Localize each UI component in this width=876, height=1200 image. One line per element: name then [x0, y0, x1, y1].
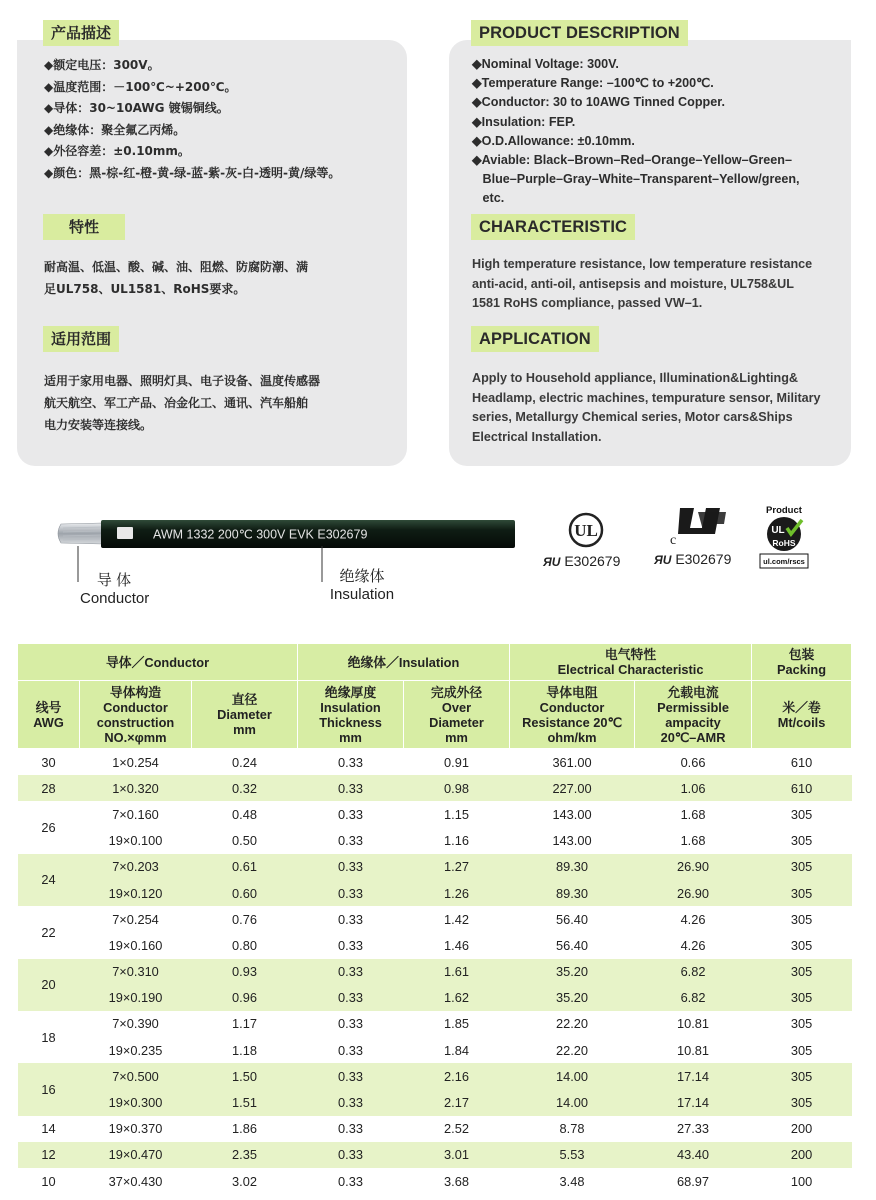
svg-text:ul.com/rscs: ul.com/rscs	[763, 557, 805, 566]
cell-ampacity: 17.14	[635, 1063, 752, 1089]
cell-packing: 305	[752, 854, 852, 880]
cell-diameter: 0.93	[192, 959, 298, 985]
col-header-insulation-thickness-line: Thickness	[319, 714, 382, 730]
description-line: ◆Aviable: Black–Brown–Red–Orange–Yellow–Green–	[472, 153, 792, 168]
col-header-construction-line: 导体构造	[109, 684, 162, 700]
col-header-over-diameter-line: mm	[445, 729, 468, 745]
conductor-label	[80, 572, 160, 608]
cell-resistance: 14.00	[510, 1089, 635, 1115]
cell-ampacity: 6.82	[635, 959, 752, 985]
cell-over-diameter: 0.91	[444, 754, 469, 770]
cell-over-diameter: 0.98	[404, 775, 510, 801]
section-title-characteristic-en: CHARACTERISTIC	[471, 214, 635, 240]
table-row	[18, 854, 852, 880]
cell-awg: 28	[18, 775, 80, 801]
cell-insulation-thickness: 0.33	[338, 937, 363, 953]
cell-insulation-thickness: 0.33	[338, 833, 363, 849]
cell-over-diameter: 1.16	[444, 833, 469, 849]
cell-resistance: 22.20	[556, 1042, 589, 1058]
col-header-awg-line: 线号	[35, 699, 62, 715]
cell-ampacity: 1.68	[680, 833, 706, 849]
table-row	[18, 985, 852, 1011]
col-header-packing-line: Mt/coils	[777, 714, 826, 730]
ul-file-number-1	[543, 553, 620, 569]
cell-over-diameter: 1.26	[404, 880, 510, 906]
cell-diameter: 1.17	[232, 1016, 257, 1032]
description-line: ◆Temperature Range: –100℃ to +200℃.	[472, 76, 714, 91]
cell-awg: 18	[41, 1029, 56, 1045]
cell-ampacity: 17.14	[635, 1089, 752, 1115]
table-row	[18, 1011, 852, 1037]
col-header-construction-line: Conductor	[103, 699, 168, 715]
table-row	[18, 1089, 852, 1115]
col-header-over-diameter-line: Over	[441, 699, 472, 715]
cell-over-diameter: 1.85	[444, 1016, 469, 1032]
cell-ampacity: 0.66	[680, 754, 706, 770]
cell-awg: 24	[18, 854, 80, 906]
col-header-insulation-thickness	[298, 681, 404, 749]
table-row	[18, 1037, 852, 1063]
ul-file-number-text: E302679	[564, 553, 621, 569]
cell-packing: 305	[790, 806, 813, 822]
application-text-en	[472, 369, 821, 447]
col-header-ampacity-line: 允载电流	[667, 684, 719, 700]
cell-over-diameter: 3.01	[404, 1142, 510, 1168]
cell-diameter: 1.51	[192, 1089, 298, 1115]
characteristic-line: anti-acid, anti-oil, antisepsis and moisture, UL758&UL	[472, 276, 794, 291]
cell-insulation-thickness: 0.33	[338, 911, 363, 927]
cell-insulation-thickness: 0.33	[298, 775, 404, 801]
ul-recognized-icon: ЯU	[654, 553, 672, 567]
col-header-resistance-line: Conductor	[539, 699, 605, 715]
section-title-application-cn: 适用范围	[43, 326, 119, 352]
conductor-label-en: Conductor	[80, 590, 150, 607]
ul-file-number-text: E302679	[675, 551, 732, 567]
cell-awg: 12	[18, 1142, 80, 1168]
ul-rohs-icon	[756, 502, 812, 574]
cell-ampacity: 1.06	[635, 775, 752, 801]
c-ur-icon	[668, 506, 730, 546]
cell-over-diameter: 1.15	[444, 806, 469, 822]
section-title-characteristic-cn: 特性	[43, 214, 125, 240]
table-row	[18, 749, 852, 776]
ul-listed-icon	[566, 512, 606, 548]
group-header-packing-en: Packing	[776, 662, 827, 677]
cell-awg: 22	[41, 924, 56, 940]
cell-construction: 19×0.100	[108, 833, 163, 849]
cell-diameter: 0.24	[232, 754, 257, 770]
cell-ampacity: 68.97	[677, 1173, 710, 1189]
cell-ampacity: 4.26	[680, 911, 706, 927]
cell-packing: 305	[752, 1063, 852, 1089]
col-header-construction	[80, 681, 192, 749]
description-line: ◆颜色：黑-棕-红-橙-黄-绿-蓝-紫-灰-白-透明-黄/绿等。	[44, 165, 341, 180]
description-line: ◆绝缘体：聚全氟乙丙烯。	[44, 122, 186, 137]
cell-diameter: 0.80	[232, 937, 257, 953]
cell-over-diameter: 3.68	[444, 1173, 469, 1189]
col-header-ampacity-line: 20℃–AMR	[660, 729, 726, 745]
cell-resistance: 5.53	[510, 1142, 635, 1168]
group-header-electrical-cn: 电气特性	[604, 647, 657, 662]
description-line: ◆O.D.Allowance: ±0.10mm.	[472, 133, 635, 148]
application-line: Apply to Household appliance, Illumination&Lighting&	[472, 371, 799, 385]
cell-resistance: 14.00	[510, 1063, 635, 1089]
cable-illustration	[55, 519, 515, 549]
specification-table	[17, 643, 852, 1194]
cell-ampacity: 10.81	[677, 1016, 710, 1032]
cell-insulation-thickness: 0.33	[298, 1063, 404, 1089]
cell-diameter: 2.35	[192, 1142, 298, 1168]
characteristic-text-en	[472, 255, 812, 314]
cell-insulation-thickness: 0.33	[298, 985, 404, 1011]
cell-insulation-thickness: 0.33	[338, 754, 363, 770]
cell-construction: 19×0.300	[80, 1089, 192, 1115]
table-row	[18, 775, 852, 801]
cell-insulation-thickness: 0.33	[338, 1042, 363, 1058]
cell-awg: 20	[18, 959, 80, 1011]
cell-resistance: 227.00	[510, 775, 635, 801]
table-row	[18, 1168, 852, 1194]
ul-recognized-icon: ЯU	[543, 555, 561, 569]
col-header-resistance	[510, 681, 635, 749]
col-header-construction-line: NO.×φmm	[104, 729, 167, 745]
group-header-electrical	[510, 644, 752, 681]
cell-construction: 7×0.203	[80, 854, 192, 880]
cell-insulation-thickness: 0.33	[338, 1173, 363, 1189]
col-header-insulation-thickness-line: mm	[339, 729, 362, 745]
cell-resistance: 89.30	[510, 854, 635, 880]
section-title-application-en: APPLICATION	[471, 326, 599, 352]
conductor-strands	[58, 523, 103, 544]
cable-print-text: AWM 1332 200℃ 300V EVK E302679	[153, 527, 368, 542]
table-row	[18, 959, 852, 985]
cell-over-diameter: 1.42	[444, 911, 469, 927]
svg-text:UL: UL	[574, 521, 598, 540]
col-header-resistance-line: ohm/km	[547, 729, 597, 745]
cell-insulation-thickness: 0.33	[338, 1121, 363, 1137]
cell-resistance: 56.40	[556, 937, 589, 953]
col-header-diameter	[192, 681, 298, 749]
description-line: ◆额定电压：300V。	[44, 58, 160, 72]
description-line: ◆Insulation: FEP.	[472, 114, 576, 129]
group-header-electrical-en: Electrical Characteristic	[557, 662, 704, 677]
cell-diameter: 1.50	[192, 1063, 298, 1089]
cell-awg: 16	[18, 1063, 80, 1115]
insulation-label-en: Insulation	[329, 586, 395, 603]
description-line: Blue–Purple–Gray–White–Transparent–Yellow/green,	[472, 172, 800, 187]
col-header-ampacity-line: ampacity	[665, 714, 721, 730]
table-row	[18, 801, 852, 827]
description-line: ◆外径容差：±0.10mm。	[44, 144, 190, 158]
table-row	[18, 906, 852, 932]
cell-packing: 305	[752, 985, 852, 1011]
cell-resistance: 35.20	[510, 959, 635, 985]
section-title-description-en: PRODUCT DESCRIPTION	[471, 20, 688, 46]
application-line: Electrical Installation.	[472, 429, 602, 444]
cell-packing: 305	[790, 937, 813, 953]
cell-over-diameter: 1.62	[404, 985, 510, 1011]
cell-packing: 305	[790, 833, 813, 849]
description-line: ◆温度范围：－100℃~+200℃。	[44, 79, 237, 94]
cell-diameter: 0.96	[192, 985, 298, 1011]
cell-construction: 7×0.310	[80, 959, 192, 985]
col-header-diameter-line: Diameter	[217, 707, 272, 722]
characteristic-text-cn	[44, 256, 308, 300]
cell-packing: 100	[790, 1173, 813, 1189]
group-header-packing	[752, 644, 852, 681]
characteristic-line: 耐高温、低温、酸、碱、油、阻燃、防腐防潮、满	[44, 260, 309, 274]
ul-file-number-2	[654, 551, 731, 567]
description-list-en	[472, 55, 800, 209]
cell-construction: 19×0.120	[80, 880, 192, 906]
table-row	[18, 828, 852, 854]
cell-awg: 14	[41, 1121, 56, 1137]
insulation-label	[322, 568, 402, 604]
cell-diameter: 0.60	[192, 880, 298, 906]
cell-over-diameter: 2.52	[444, 1121, 469, 1137]
cell-packing: 305	[790, 1042, 813, 1058]
cell-packing: 610	[790, 754, 813, 770]
cell-over-diameter: 1.27	[404, 854, 510, 880]
svg-text:Product: Product	[766, 505, 802, 516]
conductor-label-cn: 导 体	[96, 572, 132, 589]
cell-resistance: 143.00	[552, 833, 592, 849]
cell-packing: 305	[752, 880, 852, 906]
cell-over-diameter: 2.16	[404, 1063, 510, 1089]
cell-over-diameter: 1.61	[404, 959, 510, 985]
description-line: ◆Nominal Voltage: 300V.	[472, 57, 619, 71]
cell-ampacity: 26.90	[635, 880, 752, 906]
cell-resistance: 8.78	[559, 1121, 585, 1137]
application-line: Headlamp, electric machines, tempurature sensor, Military	[472, 390, 821, 405]
cell-diameter: 1.86	[232, 1121, 257, 1137]
application-line: 航天航空、军工产品、冶金化工、通讯、汽车船舶	[44, 396, 309, 410]
col-header-insulation-thickness-line: Insulation	[320, 699, 381, 715]
cell-over-diameter: 1.46	[444, 937, 469, 953]
cell-awg: 10	[41, 1173, 56, 1189]
cell-awg: 26	[41, 820, 56, 836]
cell-diameter: 1.18	[232, 1042, 257, 1058]
cell-construction: 19×0.370	[108, 1121, 163, 1137]
cell-construction: 7×0.390	[112, 1016, 159, 1032]
cell-insulation-thickness: 0.33	[298, 1142, 404, 1168]
cell-insulation-thickness: 0.33	[338, 806, 363, 822]
cell-insulation-thickness: 0.33	[298, 854, 404, 880]
cell-construction: 7×0.500	[80, 1063, 192, 1089]
cell-over-diameter: 2.17	[404, 1089, 510, 1115]
cell-resistance: 361.00	[552, 754, 592, 770]
cell-resistance: 22.20	[556, 1016, 589, 1032]
cell-packing: 305	[790, 911, 813, 927]
cell-awg: 30	[41, 754, 56, 770]
cell-ampacity: 10.81	[677, 1042, 710, 1058]
cell-resistance: 3.48	[559, 1173, 585, 1189]
col-header-diameter-line: 直径	[231, 692, 258, 707]
cell-ampacity: 6.82	[635, 985, 752, 1011]
description-line: ◆Conductor: 30 to 10AWG Tinned Copper.	[472, 95, 725, 110]
table-row	[18, 1142, 852, 1168]
table-row	[18, 932, 852, 958]
cell-resistance: 56.40	[556, 911, 589, 927]
table-row	[18, 1063, 852, 1089]
cell-insulation-thickness: 0.33	[338, 1016, 363, 1032]
insulation-label-cn: 绝缘体	[339, 568, 385, 585]
cell-construction: 19×0.160	[108, 937, 163, 953]
cell-diameter: 0.48	[232, 806, 257, 822]
description-line: etc.	[472, 191, 505, 206]
col-header-resistance-line: 导体电阻	[546, 684, 598, 700]
cell-insulation-thickness: 0.33	[298, 1089, 404, 1115]
cell-insulation-thickness: 0.33	[298, 880, 404, 906]
cell-diameter: 0.76	[232, 911, 257, 927]
col-header-construction-line: construction	[96, 714, 175, 730]
cell-ampacity: 1.68	[680, 806, 706, 822]
application-line: series, Metallurgy Chemical series, Motor cars&Ships	[472, 410, 793, 424]
cell-packing: 610	[752, 775, 852, 801]
cell-construction: 19×0.190	[80, 985, 192, 1011]
cell-resistance: 143.00	[552, 806, 592, 822]
cell-construction: 19×0.470	[80, 1142, 192, 1168]
col-header-packing	[752, 681, 852, 749]
col-header-over-diameter-line: 完成外径	[430, 684, 483, 700]
application-line: 电力安装等连接线。	[44, 418, 153, 432]
group-header-packing-cn: 包装	[788, 647, 815, 662]
cell-resistance: 35.20	[510, 985, 635, 1011]
col-header-over-diameter	[404, 681, 510, 749]
col-header-awg-line: AWG	[33, 714, 64, 730]
cell-resistance: 89.30	[510, 880, 635, 906]
cell-diameter: 0.32	[192, 775, 298, 801]
description-list-cn	[44, 55, 340, 184]
svg-text:UL: UL	[771, 525, 785, 536]
cell-ampacity: 43.40	[635, 1142, 752, 1168]
cell-packing: 305	[752, 1089, 852, 1115]
col-header-awg	[18, 681, 80, 749]
svg-text:c: c	[670, 533, 677, 546]
col-header-resistance-line: Resistance 20℃	[522, 714, 622, 730]
characteristic-line: 1581 RoHS compliance, passed VW–1.	[472, 296, 703, 310]
cell-construction: 1×0.320	[80, 775, 192, 801]
section-title-description-cn: 产品描述	[43, 20, 119, 46]
cell-diameter: 0.50	[232, 833, 257, 849]
cell-construction: 19×0.235	[108, 1042, 163, 1058]
group-header-insulation: 绝缘体／Insulation	[298, 644, 510, 681]
cell-over-diameter: 1.84	[444, 1042, 469, 1058]
col-header-packing-line: 米／卷	[782, 699, 821, 715]
description-line: ◆导体：30~10AWG 镀锡铜线。	[44, 101, 229, 115]
characteristic-line: 足UL758、UL1581、RoHS要求。	[44, 282, 246, 296]
cell-packing: 305	[752, 959, 852, 985]
svg-text:RoHS: RoHS	[772, 538, 796, 548]
cell-ampacity: 27.33	[677, 1121, 710, 1137]
cell-packing: 200	[752, 1142, 852, 1168]
col-header-insulation-thickness-line: 绝缘厚度	[324, 684, 377, 700]
cell-construction: 7×0.160	[112, 806, 159, 822]
cell-construction: 1×0.254	[112, 754, 159, 770]
cell-packing: 305	[790, 1016, 813, 1032]
col-header-over-diameter-line: Diameter	[429, 714, 484, 730]
col-header-ampacity-line: Permissible	[657, 699, 729, 715]
cell-construction: 37×0.430	[108, 1173, 163, 1189]
application-text-cn	[44, 370, 320, 436]
group-header-conductor: 导体／Conductor	[18, 644, 298, 681]
cell-packing: 200	[790, 1121, 813, 1137]
cell-diameter: 0.61	[192, 854, 298, 880]
table-row	[18, 880, 852, 906]
cell-ampacity: 4.26	[680, 937, 706, 953]
table-row	[18, 1116, 852, 1142]
cell-insulation-thickness: 0.33	[298, 959, 404, 985]
application-line: 适用于家用电器、照明灯具、电子设备、温度传感器	[44, 374, 321, 388]
col-header-ampacity	[635, 681, 752, 749]
cell-construction: 7×0.254	[112, 911, 159, 927]
cell-ampacity: 26.90	[635, 854, 752, 880]
characteristic-line: High temperature resistance, low temperature resistance	[472, 257, 813, 271]
cell-diameter: 3.02	[232, 1173, 257, 1189]
col-header-diameter-line: mm	[233, 722, 256, 737]
